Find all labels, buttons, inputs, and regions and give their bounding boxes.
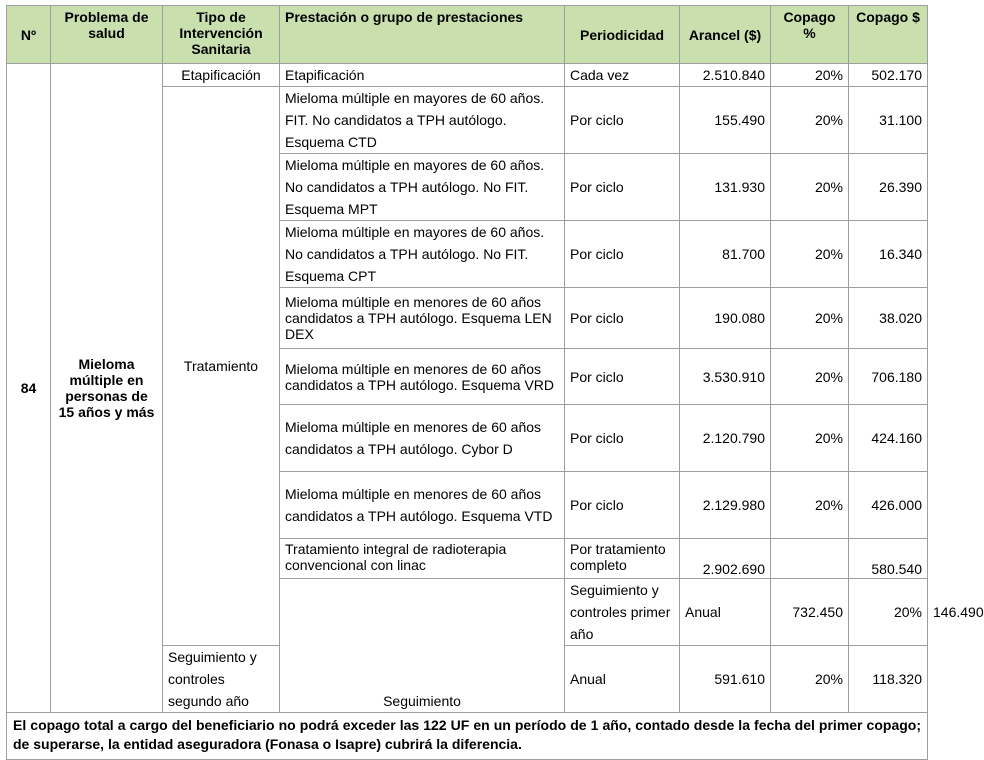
- arancel-cell: 591.610: [680, 646, 771, 713]
- periodicidad-cell: Por tratamiento completo: [565, 539, 680, 579]
- periodicidad-cell: Por ciclo: [565, 472, 680, 539]
- arancel-cell: 131.930: [680, 154, 771, 221]
- prestacion-cell: Tratamiento integral de radioterapia convencional con linac: [280, 539, 565, 579]
- header-row: [7, 6, 928, 64]
- prestaciones-table: [6, 5, 984, 760]
- periodicidad-cell: Anual: [680, 579, 771, 646]
- arancel-cell: 2.510.840: [680, 64, 771, 87]
- prestacion-cell: Mieloma múltiple en menores de 60 años candidatos a TPH autólogo. Cybor D: [280, 405, 565, 472]
- copago-pct-cell: 20%: [771, 472, 849, 539]
- footnote: El copago total a cargo del beneficiario no podrá exceder las 122 UF en un período de 1 año, contado desde la fecha del primer copago; de superarse, la entidad aseguradora (Fonasa o Isapre) cubrirá la diferencia.: [7, 713, 928, 760]
- arancel-cell: 3.530.910: [680, 349, 771, 405]
- copago-monto-cell: 426.000: [849, 472, 928, 539]
- copago-pct-cell: 20%: [771, 221, 849, 288]
- periodicidad-cell: Por ciclo: [565, 288, 680, 349]
- arancel-cell: 2.120.790: [680, 405, 771, 472]
- tipo-seguimiento: Seguimiento: [280, 579, 565, 713]
- copago-pct-cell: 20%: [849, 579, 928, 646]
- copago-monto-cell: 706.180: [849, 349, 928, 405]
- copago-monto-cell: 424.160: [849, 405, 928, 472]
- periodicidad-cell: Por ciclo: [565, 349, 680, 405]
- periodicidad-cell: Por ciclo: [565, 405, 680, 472]
- tipo-tratamiento: Tratamiento: [163, 87, 280, 646]
- header-tipo: Tipo de Intervención Sanitaria: [163, 6, 280, 64]
- copago-pct-cell: [771, 539, 849, 579]
- arancel-cell: 190.080: [680, 288, 771, 349]
- arancel-cell: 155.490: [680, 87, 771, 154]
- periodicidad-cell: Anual: [565, 646, 680, 713]
- copago-monto-cell: 38.020: [849, 288, 928, 349]
- header-copago-pct: Copago %: [771, 6, 849, 64]
- prestacion-cell: Mieloma múltiple en menores de 60 años candidatos a TPH autólogo. Esquema VTD: [280, 472, 565, 539]
- copago-pct-cell: 20%: [771, 405, 849, 472]
- tipo-etapificacion: Etapificación: [163, 64, 280, 87]
- copago-pct-cell: 20%: [771, 154, 849, 221]
- copago-pct-cell: 20%: [771, 646, 849, 713]
- periodicidad-cell: Por ciclo: [565, 87, 680, 154]
- copago-pct-cell: 20%: [771, 64, 849, 87]
- header-periodicidad: Periodicidad: [565, 6, 680, 64]
- prestacion-cell: Seguimiento y controles primer año: [565, 579, 680, 646]
- header-n: Nº: [7, 6, 51, 64]
- prestacion-cell: Etapificación: [280, 64, 565, 87]
- copago-pct-cell: 20%: [771, 288, 849, 349]
- prestacion-cell: Mieloma múltiple en menores de 60 años candidatos a TPH autólogo. Esquema LEN DEX: [280, 288, 565, 349]
- periodicidad-cell: Por ciclo: [565, 154, 680, 221]
- arancel-cell: 732.450: [771, 579, 849, 646]
- arancel-cell: 81.700: [680, 221, 771, 288]
- prestacion-cell: Mieloma múltiple en mayores de 60 años. No candidatos a TPH autólogo. No FIT. Esquema CPT: [280, 221, 565, 288]
- copago-monto-cell: 502.170: [849, 64, 928, 87]
- copago-monto-cell: 16.340: [849, 221, 928, 288]
- problema-nombre: Mieloma múltiple en personas de 15 años y más: [51, 64, 163, 713]
- copago-monto-cell: 118.320: [849, 646, 928, 713]
- periodicidad-cell: Por ciclo: [565, 221, 680, 288]
- copago-pct-cell: 20%: [771, 349, 849, 405]
- header-arancel: Arancel ($): [680, 6, 771, 64]
- prestacion-cell: Mieloma múltiple en menores de 60 años candidatos a TPH autólogo. Esquema VRD: [280, 349, 565, 405]
- table-row: Seguimiento Seguimiento y controles primer año Anual 732.450 20% 146.490: [7, 579, 928, 646]
- prestacion-cell: Mieloma múltiple en mayores de 60 años. FIT. No candidatos a TPH autólogo. Esquema CTD: [280, 87, 565, 154]
- copago-pct-cell: 20%: [771, 87, 849, 154]
- copago-monto-cell: 26.390: [849, 154, 928, 221]
- arancel-cell: 2.129.980: [680, 472, 771, 539]
- copago-monto-cell: 31.100: [849, 87, 928, 154]
- prestacion-cell: Mieloma múltiple en mayores de 60 años. No candidatos a TPH autólogo. No FIT. Esquema MPT: [280, 154, 565, 221]
- header-copago-monto: Copago $: [849, 6, 928, 64]
- footnote-row: [7, 713, 928, 760]
- prestacion-cell: Seguimiento y controles segundo año: [163, 646, 280, 713]
- periodicidad-cell: Cada vez: [565, 64, 680, 87]
- header-problema: Problema de salud: [51, 6, 163, 64]
- copago-monto-cell: 580.540: [849, 539, 928, 579]
- header-prestacion: Prestación o grupo de prestaciones: [280, 6, 565, 64]
- arancel-cell: 2.902.690: [680, 539, 771, 579]
- table-row: [7, 64, 928, 87]
- problema-numero: 84: [7, 64, 51, 713]
